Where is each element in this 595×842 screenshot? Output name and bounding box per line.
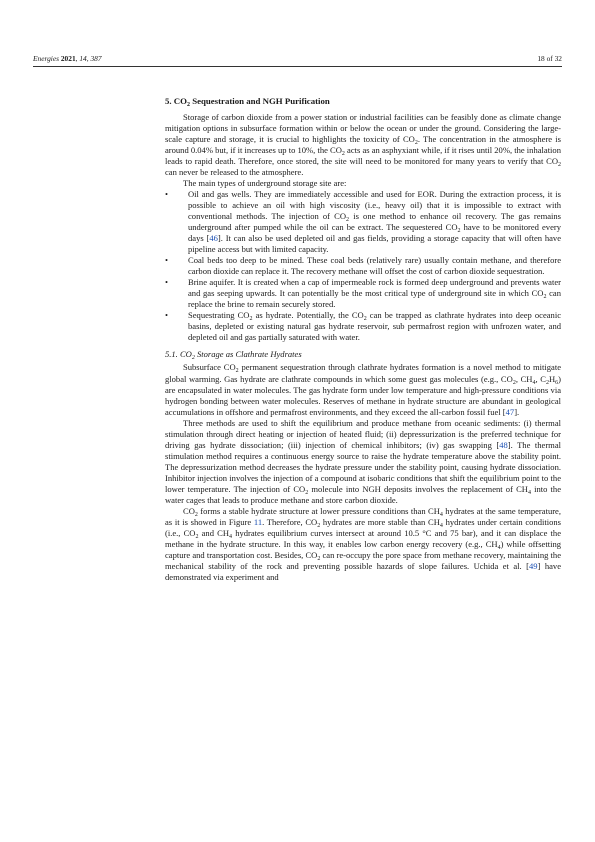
- storage-site-list: [165, 189, 561, 344]
- paragraph: Three methods are used to shift the equilibrium and produce methane from oceanic sediments: (i) thermal stimulation through direct heating or injection of heated fluid; (ii) depressurization is the preferred technique for driving gas hydrate dissociation; (iii) injection of chemical inhibitors; (iv) gas swapping [48]. The thermal stimulation method requires a continuous energy source to raise the hydrate temperature above the stability point. The depressurization method decreases the hydrate pressure under the stability point, causing hydrate dissociation. Inhibitor injection involves the injection of a compound at isobaric conditions that shift the equilibrium point to the lower temperature. The injection of $CO_2$ molecule into NGH deposits involves the replacement of $CH_4$ into the water cages that leads to produce methane and store carbon dioxide.: [165, 417, 562, 506]
- list-item: • Sequestrating $CO_2$ as hydrate. Potentially, the $CO_2$ can be trapped as clathrate hydrates into deep oceanic basins, depleted or existing natural gas hydrate reservoir, sub permafrost region with unfrozen water, and depleted oil and gas partially saturated with water.: [165, 310, 561, 343]
- paragraph: Subsurface $CO_2$ permanent sequestration through clathrate hydrates formation is a novel method to mitigate global warming. Gas hydrate are clathrate compounds in which some guest gas molecules (e.g., $CO_2$, $CH_4$, $C_2H_6$) are encapsulated in water molecules. The gas hydrate form under low temperature and high-pressure conditions via hydrogen bonding between water molecules. Reserves of methane in hydrate structure are abundant in geological accumulations in offshore and permafrost environments, and they exceed the all-carbon fossil fuel [47].: [165, 362, 562, 417]
- page-number: 18 of 32: [537, 54, 562, 63]
- list-item: • Oil and gas wells. They are immediately accessible and used for EOR. During the extraction process, it is possible to achieve an oil with high viscosity (i.e., heavy oil) that it is impossible to extract with conventional methods. The injection of $CO_2$ is one method to enhance oil recovery. The gas remains underground after pumped while the oil can be extract. The sequestered $CO_2$ have to be monitored every days [46]. It can also be used depleted oil and gas fields, providing a storage capacity that will often have pipeline access but with limited capacity.: [165, 189, 561, 255]
- subsection-heading: 5.1. $CO_2$ Storage as Clathrate Hydrates: [165, 349, 302, 362]
- running-header: [33, 54, 562, 66]
- list-item: • Brine aquifer. It is created when a cap of impermeable rock is formed deep underground and prevents water and gas seeping upwards. It can potentially be the most critical type of underground site in which $CO_2$ can replace the brine to remain securely stored.: [165, 277, 561, 310]
- section-heading: 5. $CO_2$ Sequestration and NGH Purification: [165, 96, 330, 108]
- article-body: [165, 96, 561, 583]
- paragraph: The main types of underground storage site are:: [183, 177, 347, 188]
- list-item: • Coal beds too deep to be mined. These coal beds (relatively rare) usually contain methane, and therefore carbon dioxide can replace it. The recovery methane will offset the cost of carbon dioxide sequestration.: [165, 255, 561, 277]
- header-rule: [33, 66, 562, 67]
- paragraph: Storage of carbon dioxide from a power station or industrial facilities can be feasibly done as climate change mitigation options in subsurface formation within or below the ocean or under the ground. Considering the large-scale capture and storage, it is crucial to highlights the toxicity of $CO_2$. The concentration in the atmosphere is around 0.04% but, if it increases up to 10%, the $CO_2$ acts as an asphyxiant while, if it rises until 20%, the inhalation leads to rapid death. Therefore, once stored, the site will need to be monitored for many years to verify that $CO_2$ can never be released to the atmosphere.: [165, 111, 561, 177]
- paragraph: $CO_2$ forms a stable hydrate structure at lower pressure conditions than $CH_4$ hydrates at the same temperature, as it is showed in Figure 11. Therefore, $CO_2$ hydrates are more stable than $CH_4$ hydrates under certain conditions (i.e., $CO_2$ and $CH_4$ hydrates equilibrium curves intersect at around 10.5 °C and 75 bar), and it can displace the methane in the hydrate structure. In this way, it enables low carbon energy recovery (e.g., $CH_4$) while offsetting capture and transportation cost. Besides, $CO_2$ can re-occupy the pore space from methane recovery, maintaining the mechanical stability of the rock and preventing possible hazards of slope failures. Uchida et al. [49] have demonstrated via experiment and: [165, 506, 561, 583]
- journal-citation: Energies 2021, 14, 387: [33, 54, 102, 63]
